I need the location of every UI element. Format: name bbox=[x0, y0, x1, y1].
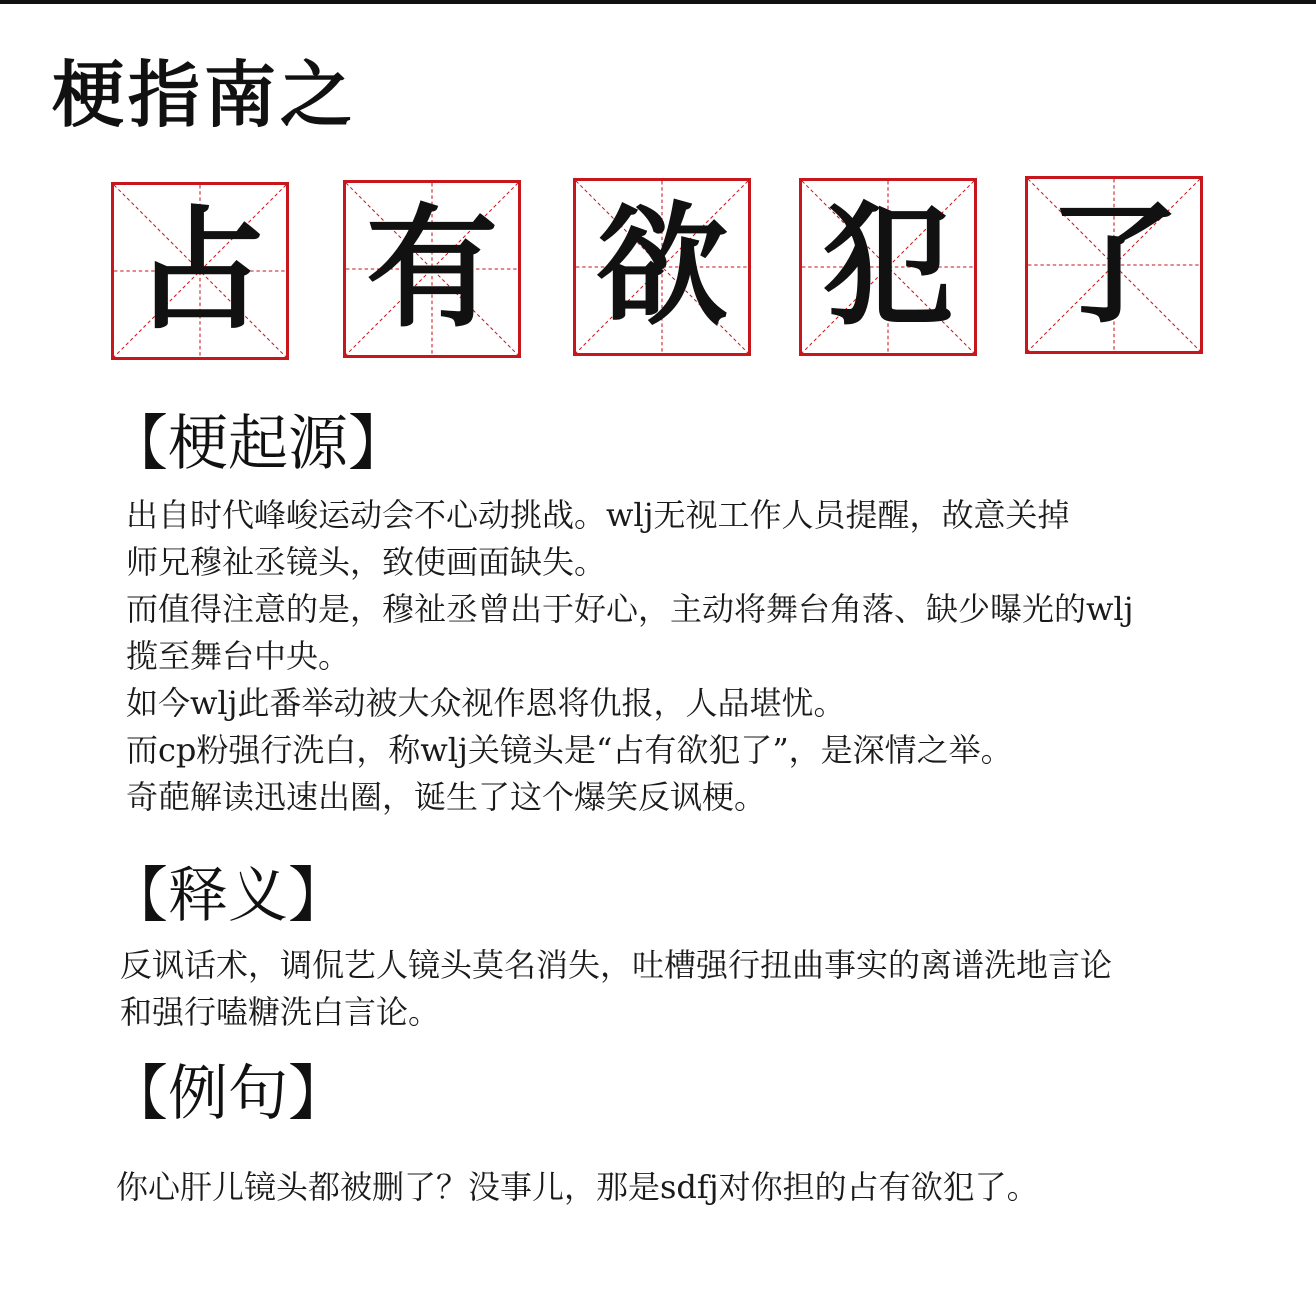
meaning-heading: 【释义】 bbox=[108, 861, 348, 931]
grid-character: 犯 bbox=[822, 189, 954, 344]
tianzige-box-1 bbox=[111, 182, 289, 360]
tianzige-box-2 bbox=[343, 180, 521, 358]
origin-line: 出自时代峰峻运动会不心动挑战。wlj无视工作人员提醒，故意关掉 bbox=[126, 496, 1070, 534]
example-line: 你心肝儿镜头都被删了？没事儿，那是sdfj对你担的占有欲犯了。 bbox=[116, 1168, 1039, 1206]
origin-line: 奇葩解读迅速出圈，诞生了这个爆笑反讽梗。 bbox=[126, 778, 767, 816]
origin-line: 而cp粉强行洗白，称wlj关镜头是“占有欲犯了”，是深情之举。 bbox=[126, 731, 1013, 769]
origin-line: 师兄穆祉丞镜头，致使画面缺失。 bbox=[126, 543, 607, 581]
origin-line: 如今wlj此番举动被大众视作恩将仇报，人品堪忧。 bbox=[126, 684, 846, 722]
meaning-line: 和强行嗑糖洗白言论。 bbox=[120, 993, 441, 1031]
tianzige-box-4 bbox=[799, 178, 977, 356]
example-paragraph bbox=[116, 1164, 1039, 1211]
origin-line: 揽至舞台中央。 bbox=[126, 637, 351, 675]
grid-character: 了 bbox=[1048, 187, 1180, 342]
tianzige-box-3 bbox=[573, 178, 751, 356]
meaning-line: 反讽话术，调侃艺人镜头莫名消失，吐槽强行扭曲事实的离谱洗地言论 bbox=[120, 946, 1113, 984]
meaning-paragraph bbox=[120, 942, 1112, 1036]
grid-character: 有 bbox=[366, 191, 498, 346]
tianzige-character-row bbox=[0, 0, 1316, 400]
page-title: 梗指南之 bbox=[52, 52, 357, 137]
origin-heading: 【梗起源】 bbox=[108, 409, 408, 479]
tianzige-box-5 bbox=[1025, 176, 1203, 354]
origin-line: 而值得注意的是，穆祉丞曾出于好心，主动将舞台角落、缺少曝光的wlj bbox=[126, 590, 1134, 628]
origin-paragraph bbox=[126, 492, 1134, 821]
grid-character: 占 bbox=[134, 193, 266, 348]
example-heading: 【例句】 bbox=[108, 1059, 348, 1129]
grid-character: 欲 bbox=[596, 189, 728, 344]
